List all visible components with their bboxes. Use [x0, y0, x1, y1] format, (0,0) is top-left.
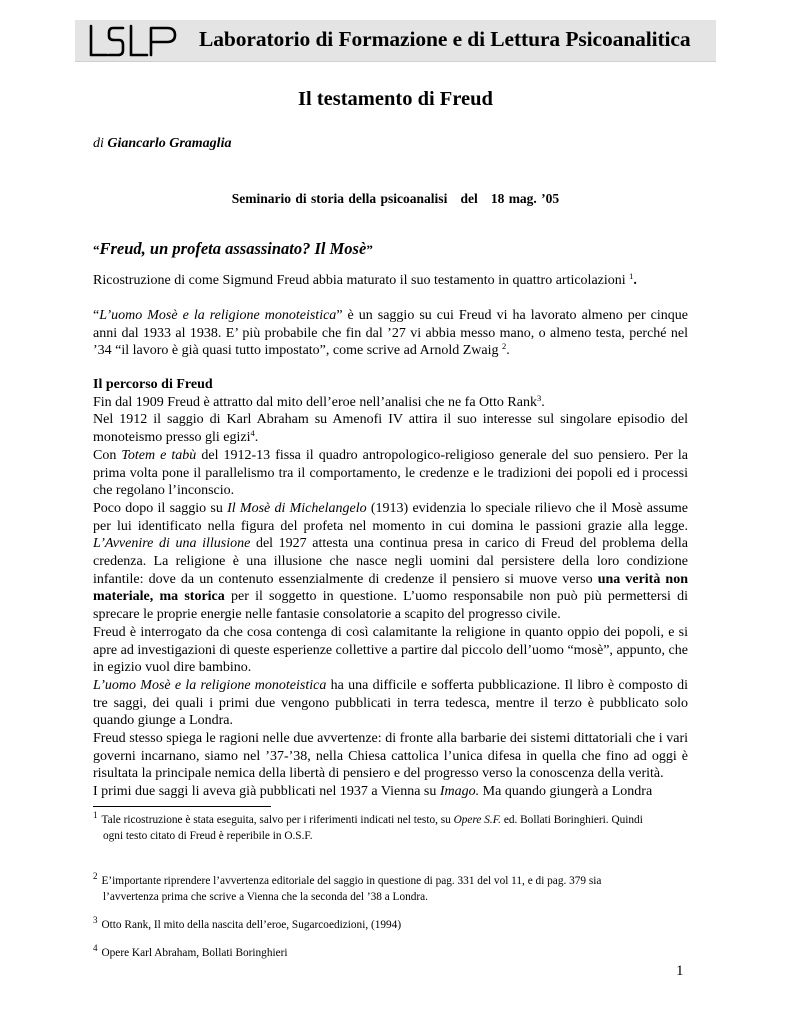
document-title: Il testamento di Freud: [298, 88, 493, 110]
paragraph-2: “L’uomo Mosè e la religione monoteistica” è un saggio su cui Freud vi ha lavorato almeno per cinque anni dal 1933 al 1938. E’ più probabile che fin dal ’27 vi abbia messo mano, o almeno testa, perché nel ’34 “il lavoro è già quasi tutto impostato”, come scrive ad Arnold Zwaig $^2$.: [93, 308, 688, 359]
author-name: Giancarlo Gramaglia: [107, 136, 232, 151]
footnote-ref-1: 1: [629, 271, 634, 281]
lab-title: Laboratorio di Formazione e di Lettura Psicoanalitica: [199, 27, 691, 51]
section-heading: “Freud, un profeta assassinato? Il Mosè”: [93, 239, 373, 258]
footnote-3: $^3$ Otto Rank, Il mito della nascita dell’eroe, Sugarcoedizioni, (1994): [93, 915, 402, 931]
author-line: [93, 136, 231, 152]
footnote-ref-2: 2: [502, 341, 507, 352]
footnote-ref-3: 3: [536, 392, 542, 403]
author-prefix: di: [93, 136, 108, 151]
seminar-line: Seminario di storia della psicoanalisi del 18 mag. ’05: [231, 191, 560, 206]
footnote-2: $^2$ E’importante riprendere l’avvertenza editoriale del saggio in questione di pag. 331 del vol 11, e di pag. 379 sia l’avvertenza prima che scrive a Vienna che la seconda del ’38 a Londra.: [93, 871, 602, 903]
footnote-separator: [93, 806, 271, 807]
lflp-logo: [87, 22, 179, 60]
subsection-title: Il percorso di Freud: [93, 377, 213, 392]
footnote-4: $^4$ Opere Karl Abraham, Bollati Boringhieri: [93, 943, 288, 959]
footnote-1: $^1$ Tale ricostruzione è stata eseguita, salvo per i riferimenti indicati nel testo, su Opere S.F. ed. Bollati Boringhieri. Quindi ogni testo citato di Freud è reperibile in O.S.F.: [93, 810, 643, 842]
body-section: Il percorso di Freud Fin dal 1909 Freud è attratto dal mito dell’eroe nell’analisi che ne fa Otto Rank$^3$. Nel 1912 il saggio di Karl Abraham su Amenofi IV attira il suo interesse sul singolare episodio del monoteismo presso gli egizi$^4$. Con Totem e tabù del 1912-13 fissa il quadro antropologico-religioso generale del suo pensiero. Per la prima volta pone il parallelismo tra il comportamento, le credenze e le tradizioni dei popoli ed i processi che regolano l’inconscio. Poco dopo il saggio su Il Mosè di Michelangelo (1913) evidenzia lo speciale rilievo che il Mosè assume per lui identificato nella figura del profeta nel momento in cui domina le passioni grazie alla legge. L’Avvenire di una illusione del 1927 attesta una continua presa in carico di Freud del problema della credenza. La religione è una illusione che nasce negli uomini dal persistere della loro condizione infantile: dove da un contenuto essenzialmente di credenze il pensiero si muove verso una verità non materiale, ma storica per il soggetto in questione. L’uomo responsabile non può più permettersi di sprecare le proprie energie nelle fantasie consolatorie a scapito del progresso civile. Freud è interrogato da che cosa contenga di così calamitante la religione in quanto oppio dei popoli, e si apre ad investigazioni di queste esperienze collettive a partire dal piccolo dell’uomo “mosè”, appunto, che in egizio vuol dire bambino. L’uomo Mosè e la religione monoteistica ha una difficile e sofferta pubblicazione. Il libro è composto di tre saggi, dei quali i primi due vengono pubblicati in terra tedesca, mentre il terzo è pubblicato solo quando giunge a Londra. Freud stesso spiega le ragioni nelle due avvertenze: di fronte alla barbarie dei sistemi dittatoriali che i vari governi incarnano, siamo nel ’37-’38, nella Chiesa cattolica l’unica difesa in quella che fino ad oggi è risultata la principale nemica della libertà di pensiero e del progresso verso la conoscenza della verità. I primi due saggi li aveva già pubblicati nel 1937 a Vienna su Imago. Ma quando giungerà a Londra: [93, 377, 688, 800]
page-number: 1: [676, 963, 684, 979]
intro-paragraph: Ricostruzione di come Sigmund Freud abbia maturato il suo testamento in quattro articolazioni $^1$.: [93, 271, 637, 288]
footnote-ref-4: 4: [250, 428, 255, 439]
book-title: L’uomo Mosè e la religione monoteistica: [99, 308, 337, 323]
heading-text: Freud, un profeta assassinato? Il Mosè: [99, 239, 367, 258]
header-banner: [75, 20, 716, 62]
